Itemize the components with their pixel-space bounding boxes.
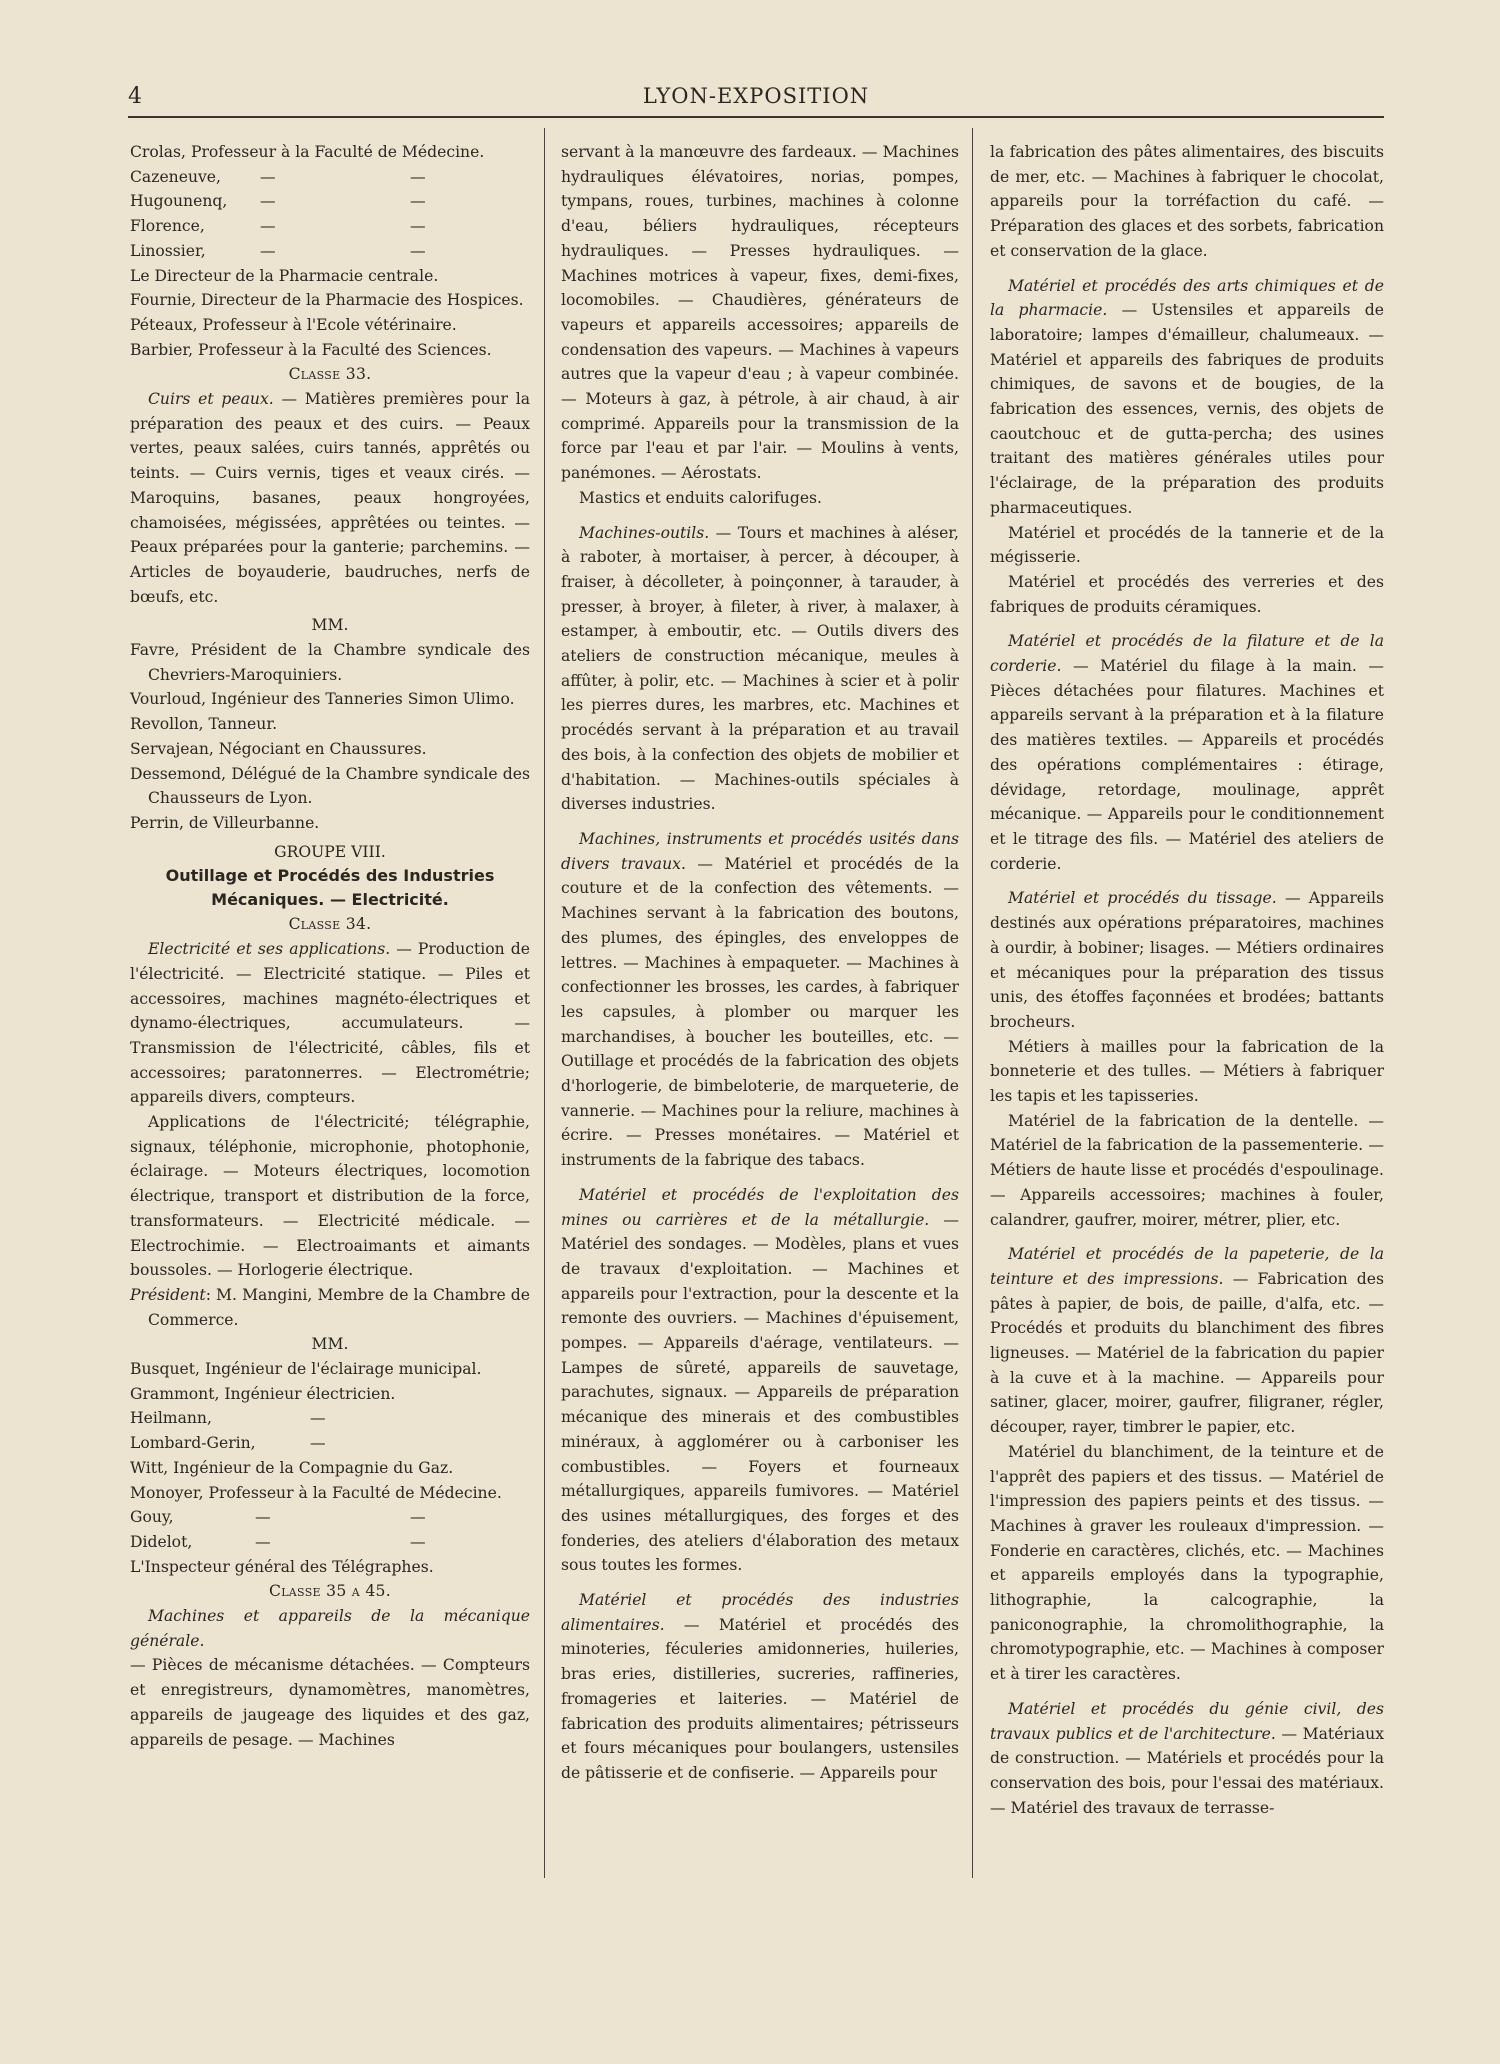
column-divider [544, 128, 545, 1878]
group-heading: GROUPE VIII. [274, 842, 386, 861]
section [990, 1242, 1384, 1440]
section [990, 274, 1384, 521]
paragraph: la fabrication des pâtes alimentaires, des biscuits de mer, etc. — Machines à fabriquer le chocolat, appareils pour la torréfaction du café. — Préparation des glaces et des sorbets, fabrication et conservation de la glace. [990, 143, 1384, 260]
member-row [130, 1406, 530, 1431]
section-text: — Ustensiles et appareils de laboratoire; lampes d'émailleur, chalumeaux. — Matériel et appareils des fabriques de produits chimiques, de savons et de bougies, de la fabrication des essences, vernis, des objets de caoutchouc et de gutta-percha; des usines traitant des matières générales utiles pour l'éclairage, de la préparation des produits pharmaceutiques. [990, 301, 1384, 517]
section-title: Matériel et procédés du génie civil, des travaux publics et de l'architecture. [990, 1699, 1384, 1743]
member-name: Gouy, [130, 1508, 174, 1527]
group-title: Outillage et Procédés des Industries Mécaniques. — Electricité. [165, 866, 495, 910]
member-name: Cazeneuve, [130, 167, 221, 186]
section [990, 629, 1384, 876]
class-heading: Classe 35 a 45. [268, 1582, 392, 1601]
ditto-mark: — [260, 167, 276, 186]
section-title: Machines et appareils de la mécanique générale. [130, 1607, 530, 1650]
member-row [130, 1505, 530, 1530]
class-description [130, 387, 530, 609]
paragraph: Métiers à mailles pour la fabrication de la bonneterie et des tulles. — Métiers à fabriquer les tapis et les tapisseries. [990, 1037, 1384, 1106]
member-entry: Witt, Ingénieur de la Compagnie du Gaz. [130, 1458, 454, 1477]
section-text: — Matériel et procédés des minoteries, féculeries amidonneries, huileries, bras eries, distilleries, sucreries, raffineries, fromageries et laiteries. — Matériel de fabrication des produits alimentaires; pétrisseurs et fours mécaniques pour boulangers, ustensiles de pâtisserie et de confiserie. — Appareils pour [561, 1615, 959, 1782]
member-entry: L'Inspecteur général des Télégraphes. [130, 1557, 434, 1576]
section-title: Matériel et procédés de l'exploitation des mines ou carrières et de la métallurgie. [561, 1185, 959, 1229]
member-name: Didelot, [130, 1532, 193, 1551]
section-title: Matériel et procédés des arts chimiques et de la pharmacie. [990, 276, 1384, 320]
section-text: — Matières premières pour la préparation des peaux et des cuirs. — Peaux vertes, peaux salées, cuirs tannés, apprêtés ou teints. — Cuirs vernis, tiges et veaux cirés. — Maroquins, basanes, peaux hongroyées, chamoisées, mégissées, apprêtées ou teintes. — Peaux préparées pour la ganterie; parchemins. — Articles de boyauderie, baudruches, nerfs de bœufs, etc. [130, 390, 530, 606]
ditto-mark: — [255, 1532, 271, 1551]
class-heading: Classe 34. [288, 915, 372, 934]
section-text: — Matériel du filage à la main. — Pièces détachées pour filatures. Machines et appareils servant à la préparation et à la filature des matières textiles. — Appareils et procédés des opérations complémentaires : étirage, dévidage, retordage, moulinage, apprêt mécanique. — Appareils pour le conditionnement et le titrage des fils. — Matériel des ateliers de corderie. [990, 657, 1384, 873]
section [561, 1183, 959, 1578]
paragraph: Matériel du blanchiment, de la teinture et de l'apprêt des papiers et des tissus. — Matériel de l'impression des papiers peints et des tissus. — Machines à graver les rouleaux d'impression. — Fonderie en caractères, clichés, etc. — Machines et appareils employés dans la typographie, lithographie, la calcographie, la paniconographie, la chromolithographie, la chromotypographie, etc. — Machines à composer et à tirer les caractères. [990, 1442, 1384, 1684]
paragraph: Applications de l'électricité; télégraphie, signaux, téléphonie, microphonie, photophonie, éclairage. — Moteurs électriques, locomotion électrique, transport et distribution de la force, transformateurs. — Electricité médicale. — Electrochimie. — Electroaimants et aimants boussoles. — Horlogerie électrique. [130, 1113, 530, 1280]
section-text: — Matériaux de construction. — Matériels et procédés pour la conservation des bois, pour l'essai des matériaux. — Matériel des travaux de terrasse- [990, 1724, 1384, 1817]
member-entry: Revollon, Tanneur. [130, 715, 278, 734]
ditto-mark: — [410, 192, 426, 211]
column-1 [130, 140, 530, 1752]
member-row [130, 189, 530, 214]
column-3 [990, 140, 1384, 1820]
member-row [130, 1530, 530, 1555]
members-label: MM. [311, 616, 349, 635]
ditto-mark: — [260, 217, 276, 236]
member-entry: Favre, Président de la Chambre syndicale des Chevriers-Maroquiniers. [130, 641, 530, 684]
section [561, 521, 959, 817]
section-text: — Pièces de mécanisme détachées. — Compteurs et enregistreurs, dynamomètres, manomètres, appareils de jaugeage des liquides et des gaz, appareils de pesage. — Machines [130, 1656, 530, 1749]
member-name: Lombard-Gerin, [130, 1434, 256, 1453]
member-entry: Busquet, Ingénieur de l'éclairage municipal. [130, 1360, 482, 1379]
member-name: Hugounenq, [130, 192, 228, 211]
paragraph: Matériel et procédés de la tannerie et de la mégisserie. [990, 523, 1384, 567]
member-row [130, 1431, 530, 1456]
ditto-mark: — [410, 167, 426, 186]
ditto-mark: — [310, 1434, 326, 1453]
class-description [130, 937, 530, 1110]
member-entry: Péteaux, Professeur à l'Ecole vétérinaire. [130, 315, 457, 334]
section-text: — Production de l'électricité. — Electricité statique. — Piles et accessoires, machines magnéto-électriques et dynamo-électriques, accumulateurs. — Transmission de l'électricité, câbles, fils et accessoires; paratonnerres. — Electrométrie; appareils divers, compteurs. [130, 940, 530, 1107]
paragraph: Matériel de la fabrication de la dentelle. — Matériel de la fabrication de la passementerie. — Métiers de haute lisse et procédés d'espoulinage. — Appareils accessoires; machines à fouler, calandrer, gaufrer, moirer, métrer, plier, etc. [990, 1111, 1384, 1229]
section-text: — Appareils destinés aux opérations préparatoires, machines à ourdir, à bobiner; lisages. — Métiers ordinaires et mécaniques pour la préparation des tissus unis, des étoffes façonnées et brodées; battants brocheurs. [990, 889, 1384, 1031]
member-entry: Perrin, de Villeurbanne. [130, 813, 320, 832]
paragraph: Mastics et enduits calorifuges. [579, 488, 823, 507]
paragraph: servant à la manœuvre des fardeaux. — Machines hydrauliques élévatoires, norias, pompes, tympans, roues, turbines, machines à colonne d'eau, béliers hydrauliques, récepteurs hydrauliques. — Presses hydrauliques. — Machines motrices à vapeur, fixes, demi-fixes, locomobiles. — Chaudières, générateurs de vapeurs et appareils accessoires; appareils de condensation des vapeurs. — Machines à vapeurs autres que la vapeur d'eau ; à vapeur combinée. — Moteurs à gaz, à pétrole, à air chaud, à air comprimé. Appareils pour la transmission de la force par l'eau et par l'air. — Moulins à vents, panémones. — Aérostats. [561, 143, 959, 483]
member-row [130, 239, 530, 264]
section-text: — Tours et machines à aléser, à raboter, à mortaiser, à percer, à découper, à fraiser, à décolleter, à poinçonner, à tarauder, à presser, à broyer, à fileter, à river, à malaxer, à estamper, à emboutir, etc. — Outils divers des ateliers de construction mécanique, meules à affûter, à polir, etc. — Machines à scier et à polir les pierres dures, les marbres, etc. Machines et procédés servant à la préparation et au travail des bois, à la confection des objets de mobilier et d'habitation. — Machines-outils spéciales à diverses industries. [561, 523, 959, 814]
section-text: — Fabrication des pâtes à papier, de bois, de paille, d'alfa, etc. — Procédés et produits du blanchiment des fibres ligneuses. — Matériel de la fabrication du papier à la cuve et à la machine. — Appareils pour satiner, glacer, moirer, gaufrer, filigraner, régler, découper, rayer, timbrer le papier, etc. [990, 1269, 1385, 1437]
president-entry [130, 1283, 530, 1332]
section-title: Matériel et procédés de la papeterie, de la teinture et des impressions. [990, 1245, 1384, 1288]
member-entry: Grammont, Ingénieur électricien. [130, 1384, 396, 1403]
member-entry: Barbier, Professeur à la Faculté des Sciences. [130, 340, 492, 359]
section-title: Matériel et procédés de la filature et de la corderie. [990, 632, 1384, 676]
member-entry: Servajean, Négociant en Chaussures. [130, 739, 427, 758]
member-row [130, 165, 530, 190]
ditto-mark: — [410, 217, 426, 236]
paragraph: Matériel et procédés des verreries et des fabriques de produits céramiques. [990, 572, 1384, 616]
section [561, 827, 959, 1173]
president-text: : M. Mangini, Membre de la Chambre de Commerce. [148, 1285, 530, 1329]
section-title: Machines-outils. [579, 523, 710, 542]
ditto-mark: — [410, 1532, 426, 1551]
president-label: Président [130, 1285, 206, 1304]
member-row [130, 214, 530, 239]
page-number: 4 [128, 84, 142, 109]
member-entry: Le Directeur de la Pharmacie centrale. [130, 266, 439, 285]
class-heading: Classe 33. [288, 365, 372, 384]
member-entry: Crolas, Professeur à la Faculté de Médecine. [130, 143, 485, 161]
section-title: Matériel et procédés des industries alimentaires. [561, 1591, 959, 1634]
ditto-mark: — [260, 192, 276, 211]
section-title: Matériel et procédés du tissage. [1008, 889, 1277, 908]
section [990, 886, 1384, 1034]
section [990, 1697, 1384, 1821]
section-title: Machines, instruments et procédés usités dans divers travaux. [561, 829, 959, 873]
section-title: Cuirs et peaux. [148, 390, 274, 409]
section-title: Electricité et ses applications. [148, 940, 391, 959]
member-name: Linossier, [130, 241, 206, 260]
ditto-mark: — [310, 1409, 326, 1428]
member-entry: Fournie, Directeur de la Pharmacie des Hospices. [130, 291, 524, 310]
member-name: Heilmann, [130, 1409, 212, 1428]
section [561, 1588, 959, 1786]
running-title: LYON-EXPOSITION [642, 84, 870, 108]
member-entry: Monoyer, Professeur à la Faculté de Médecine. [130, 1483, 502, 1502]
ditto-mark: — [410, 241, 426, 260]
column-2 [561, 140, 959, 1786]
members-label: MM. [311, 1335, 349, 1354]
ditto-mark: — [255, 1508, 271, 1527]
member-entry: Vourloud, Ingénieur des Tanneries Simon Ulimo. [130, 690, 515, 709]
member-entry: Dessemond, Délégué de la Chambre syndicale des Chausseurs de Lyon. [130, 764, 530, 808]
column-divider [972, 128, 973, 1878]
section-text: — Matériel et procédés de la couture et de la confection des vêtements. — Machines servant à la fabrication des boutons, des plumes, des épingles, des enveloppes de lettres. — Machines à empaqueter. — Machines à confectionner les brosses, les cardes, à fabriquer les capsules, à plomber ou marquer les marchandises, à boucher les bouteilles, etc. — Outillage et procédés de la fabrication des objets d'horlogerie, de bimbeloterie, de marqueterie, de vannerie. — Machines pour la reliure, machines à écrire. — Presses monétaires. — Matériel et instruments de la fabrique des tabacs. [561, 854, 959, 1170]
ditto-mark: — [260, 241, 276, 260]
ditto-mark: — [410, 1508, 426, 1527]
member-name: Florence, [130, 217, 205, 236]
section-text: — Matériel des sondages. — Modèles, plans et vues de travaux d'exploitation. — Machines et appareils pour l'extraction, pour la descente et la remonte des ouvriers. — Machines d'épuisement, pompes. — Appareils d'aérage, ventilateurs. — Lampes de sûreté, appareils de sauvetage, parachutes, signaux. — Appareils de préparation mécanique des minerais et des combustibles minéraux, à agglomérer ou à carboniser les combustibles. — Foyers et fourneaux métallurgiques, appareils fumivores. — Matériel des usines métallurgiques, des forges et des fonderies, des ateliers d'élaboration des metaux sous toutes les formes. [561, 1210, 959, 1575]
page-header [128, 84, 1384, 118]
